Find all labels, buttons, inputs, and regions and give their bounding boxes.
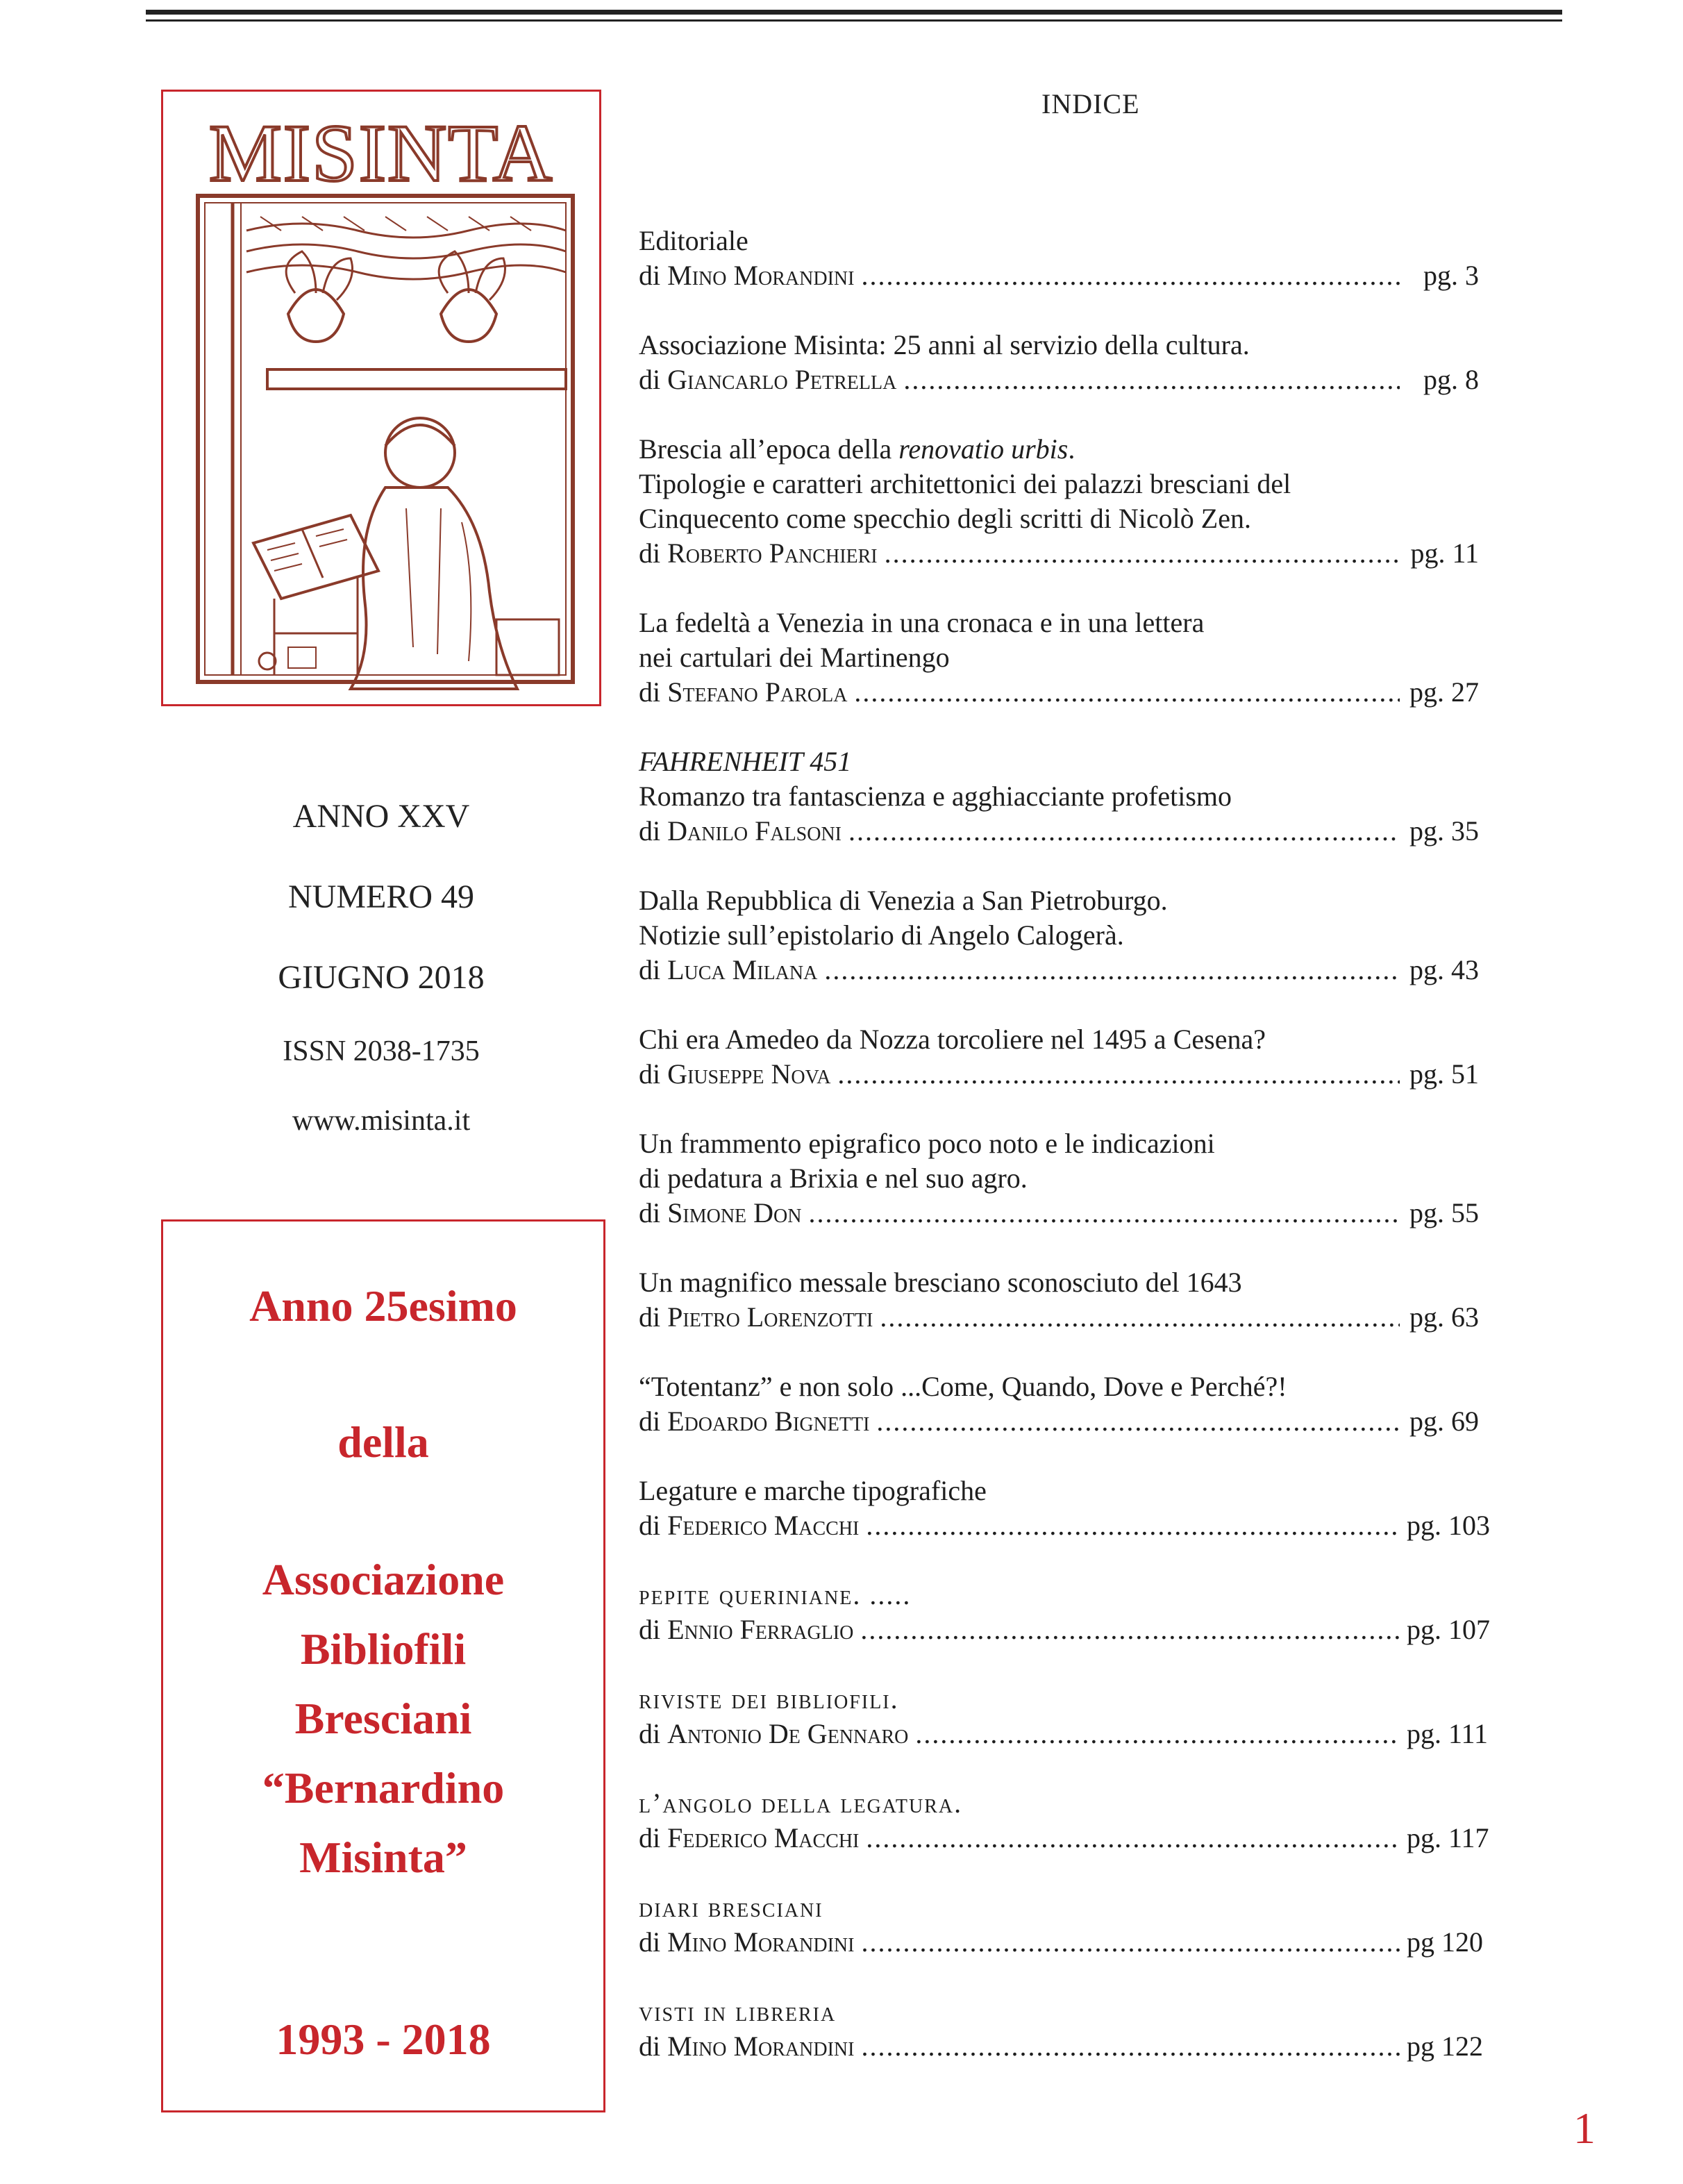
toc-entry[interactable] [639,1126,1479,1231]
logo-title: MISINTA [208,108,554,199]
anniversary-years: 1993 - 2018 [276,2015,491,2064]
toc-author: Giancarlo Petrella [667,364,897,395]
toc-title: pepite queriniane. ..... [639,1579,912,1610]
toc-page: pg. 103 [1407,1510,1490,1541]
leader-dots [861,258,1400,293]
toc-entry[interactable] [639,1890,1483,1960]
toc-byline: di Antonio De Gennaro ..... pg. 111 [639,1717,1479,1751]
toc-title: Tipologie e caratteri architettonici dei palazzi bresciani del [639,468,1291,499]
toc-page: pg. 63 [1409,1301,1479,1333]
toc-page: pg. 55 [1409,1197,1479,1228]
toc-page: pg. 11 [1410,537,1479,569]
toc-page: pg. 107 [1407,1614,1490,1645]
toc-author: Pietro Lorenzotti [667,1301,873,1333]
anniversary-line-1: Anno 25esimo [249,1281,517,1331]
toc-title: diari bresciani [639,1892,823,1923]
leader-dots [861,1925,1400,1960]
toc-author: Mino Morandini [667,1926,855,1958]
issn: ISSN 2038-1735 [283,1035,480,1067]
toc-page: pg. 111 [1407,1718,1489,1749]
toc-byline: di Luca Milana ..... pg. 43 [639,953,1479,987]
toc-title: Chi era Amedeo da Nozza torcoliere nel 1495 a Cesena? [639,1024,1266,1055]
toc-byline: di Mino Morandini ..... pg 122 [639,2029,1479,2064]
leader-dots [860,1612,1400,1647]
toc-page: pg. 51 [1409,1058,1479,1090]
toc-author: Federico Macchi [667,1822,860,1853]
toc-title: Un magnifico messale bresciano sconosciuto del 1643 [639,1267,1242,1298]
toc-byline: di Federico Macchi ..... pg. 103 [639,1508,1479,1543]
toc-title: riviste dei bibliofili. [639,1683,899,1715]
anniversary-org-line: Bresciani [294,1694,472,1743]
toc-page: pg. 8 [1423,364,1479,395]
index-heading: INDICE [1041,88,1140,119]
toc-author: Mino Morandini [667,260,855,291]
toc-page: pg 120 [1407,1926,1483,1958]
top-rule-thin [146,19,1562,22]
toc-entry[interactable] [639,432,1479,571]
toc-entry[interactable] [639,1994,1483,2064]
leader-dots [876,1404,1400,1439]
toc-author: Ennio Ferraglio [667,1614,854,1645]
leader-dots [837,1057,1400,1092]
toc-entry[interactable] [639,224,1479,293]
anniversary-line-2: della [337,1417,429,1467]
toc-entry[interactable] [639,1786,1489,1856]
leader-dots [903,362,1400,397]
toc-author: Danilo Falsoni [667,815,842,847]
toc-entry[interactable] [639,1022,1479,1092]
toc-author: Simone Don [667,1197,802,1228]
toc-page: pg. 3 [1423,260,1479,291]
toc-page: pg. 35 [1409,815,1479,847]
issue-year: ANNO XXV [292,798,470,835]
toc-entry[interactable] [639,1682,1489,1751]
toc-title: Romanzo tra fantascienza e agghiacciante profetismo [639,781,1232,812]
toc-title: di pedatura a Brixia e nel suo agro. [639,1162,1028,1194]
toc-title: Legature e marche tipografiche [639,1475,987,1506]
anniversary-org [163,1545,603,1892]
toc-page: pg. 69 [1409,1406,1479,1437]
leader-dots [866,1821,1400,1856]
woodcut-scholar-reading-icon [163,92,599,704]
toc-author: Federico Macchi [667,1510,860,1541]
leader-dots [808,1196,1400,1231]
toc-byline: di Edoardo Bignetti ..... pg. 69 [639,1404,1479,1439]
anniversary-org-line: Associazione [262,1555,505,1604]
leader-dots [848,814,1400,849]
toc-entry[interactable] [639,1265,1479,1335]
toc-byline: di Pietro Lorenzotti ..... pg. 63 [639,1300,1479,1335]
toc-author: Mino Morandini [667,2031,855,2062]
toc-title: visti in libreria [639,1996,837,2027]
leader-dots [861,2029,1400,2064]
issue-date: GIUGNO 2018 [278,959,485,996]
toc-author: Stefano Parola [667,676,848,708]
toc-byline: di Giuseppe Nova ..... pg. 51 [639,1057,1479,1092]
toc-page: pg. 117 [1407,1822,1489,1853]
toc-author: Roberto Panchieri [667,537,878,569]
toc-title: “Totentanz” e non solo ...Come, Quando, Dove e Perché?! [639,1371,1287,1402]
toc-page: pg 122 [1407,2031,1483,2062]
toc-entry[interactable] [639,1474,1490,1543]
top-rule-thick [146,10,1562,15]
leader-dots [885,536,1400,571]
leader-dots [866,1508,1400,1543]
misinta-logo-box [161,90,601,706]
toc-entry[interactable] [639,744,1479,849]
toc-title: Cinquecento come specchio degli scritti di Nicolò Zen. [639,503,1251,534]
leader-dots [824,953,1400,987]
toc-title: Dalla Repubblica di Venezia a San Pietroburgo. [639,885,1168,916]
toc-byline: di Mino Morandini ..... pg. 3 [639,258,1479,293]
toc-byline: di Mino Morandini ..... pg 120 [639,1925,1479,1960]
toc-byline: di Stefano Parola ..... pg. 27 [639,675,1479,710]
toc-byline: di Federico Macchi ..... pg. 117 [639,1821,1479,1856]
toc-title: Associazione Misinta: 25 anni al servizio della cultura. [639,329,1250,360]
toc-title: Notizie sull’epistolario di Angelo Calogerà. [639,919,1124,951]
website-link[interactable]: www.misinta.it [292,1105,471,1137]
leader-dots [880,1300,1400,1335]
toc-entry[interactable] [639,1369,1479,1439]
toc-byline: di Danilo Falsoni ..... pg. 35 [639,814,1479,849]
toc-title: nei cartulari dei Martinengo [639,642,950,673]
toc-author: Luca Milana [667,954,818,985]
toc-entry[interactable] [639,606,1479,710]
anniversary-org-line: “Bernardino [262,1763,505,1812]
page-number: 1 [1573,2103,1596,2153]
toc-byline: di Roberto Panchieri ..... pg. 11 [639,536,1479,571]
toc-entry[interactable] [639,883,1479,987]
anniversary-box [161,1219,605,2112]
toc-page: pg. 43 [1409,954,1479,985]
anniversary-org-line: Bibliofili [300,1624,467,1674]
toc-author: Edoardo Bignetti [667,1406,870,1437]
leader-dots [915,1717,1400,1751]
issue-number: NUMERO 49 [287,878,474,915]
toc-byline: di Ennio Ferraglio ..... pg. 107 [639,1612,1479,1647]
toc-title: FAHRENHEIT 451 [639,746,852,777]
toc-title: Editoriale [639,225,748,256]
anniversary-org-line: Misinta” [299,1833,467,1882]
toc-page: pg. 27 [1409,676,1479,708]
toc-entry[interactable] [639,328,1479,397]
toc-title: l’angolo della legatura. [639,1787,963,1819]
toc-byline: di Simone Don ..... pg. 55 [639,1196,1479,1231]
leader-dots [854,675,1400,710]
toc-entry[interactable] [639,1578,1490,1647]
toc-author: Giuseppe Nova [667,1058,831,1090]
toc-title: La fedeltà a Venezia in una cronaca e in una lettera [639,607,1205,638]
toc-byline: di Giancarlo Petrella ..... pg. 8 [639,362,1479,397]
toc-title: Brescia all’epoca della renovatio urbis. [639,433,1075,465]
toc-author: Antonio De Gennaro [667,1718,909,1749]
toc-title: Un frammento epigrafico poco noto e le indicazioni [639,1128,1215,1159]
